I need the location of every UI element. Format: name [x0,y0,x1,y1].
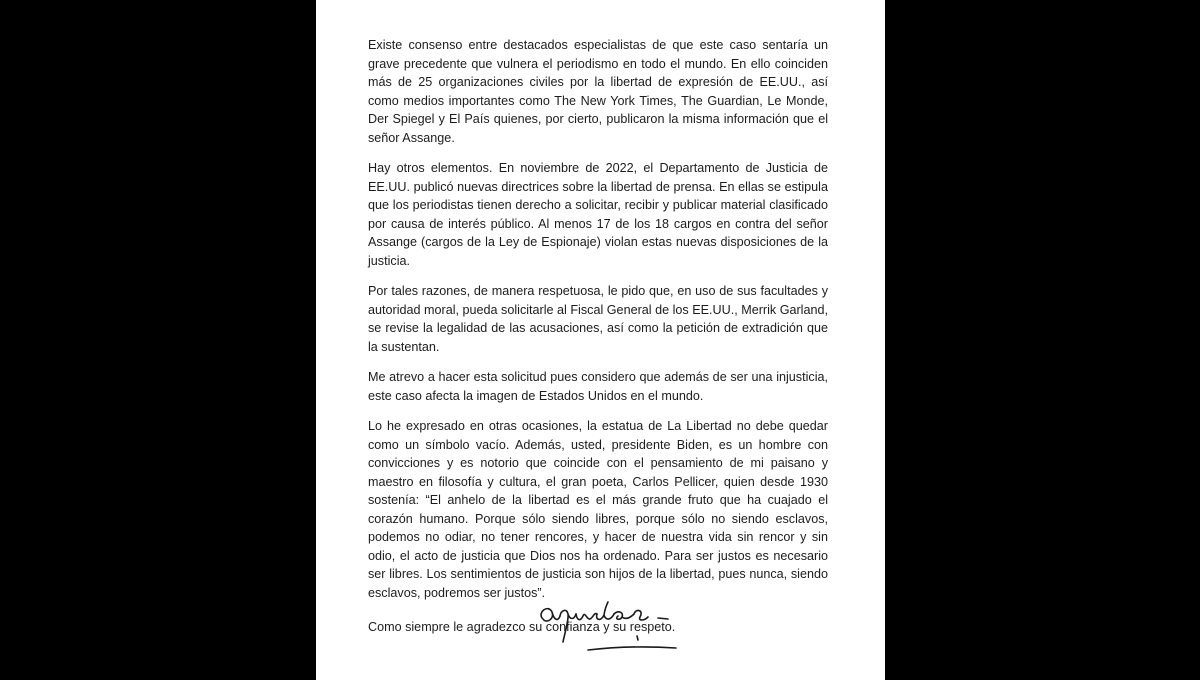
paragraph-consensus: Existe consenso entre destacados especialistas de que este caso sentaría un grave precedente que vulnera el periodismo en todo el mundo. En ello coinciden más de 25 organizaciones civiles por la libertad de expresión de EE.UU., así como medios importantes como The New York Times, The Guardian, Le Monde, Der Spiegel y El País quienes, por cierto, publicaron la misma información que el señor Assange. [368,38,828,145]
letter-body [368,36,828,649]
paragraph-liberty: Lo he expresado en otras ocasiones, la estatua de La Libertad no debe quedar como un símbolo vacío. Además, usted, presidente Biden, es un hombre con convicciones y es notorio que coincide con el pensamiento de mi paisano y maestro en filosofía y cultura, el gran poeta, Carlos Pellicer, quien desde 1930 sostenía: “El anhelo de la libertad es el más grande fruto que ha cuajado el corazón humano. Porque sólo siendo libres, porque sólo no siendo esclavos, podemos no odiar, no tener rencores, y hacer de nuestra vida sin rencor y sin odio, el acto de justicia que Dios nos ha ordenado. Para ser justos es necesario ser libres. Los sentimientos de justicia son hijos de la libertad, pues nunca, siendo esclavos, podremos ser justos”. [368,419,828,600]
paragraph-other-elements: Hay otros elementos. En noviembre de 2022, el Departamento de Justicia de EE.UU. publicó nuevas directrices sobre la libertad de prensa. En ellas se estipula que los periodistas tienen derecho a solicitar, recibir y publicar material clasificado por causa de interés público. Al menos 17 de los 18 cargos en contra del señor Assange (cargos de la Ley de Espionaje) violan estas nuevas disposiciones de la justicia. [368,161,828,268]
letter-page [316,0,885,680]
paragraph-image: Me atrevo a hacer esta solicitud pues considero que además de ser una injusticia, este caso afecta la imagen de Estados Unidos en el mundo. [368,370,828,403]
closing-line: Como siempre le agradezco su confianza y su respeto. [368,620,676,634]
handwritten-signature [534,592,724,662]
paragraph-request: Por tales razones, de manera respetuosa, le pido que, en uso de sus facultades y autoridad moral, pueda solicitarle al Fiscal General de los EE.UU., Merrik Garland, se revise la legalidad de las acusaciones, así como la petición de extradición que la sustentan. [368,284,828,354]
